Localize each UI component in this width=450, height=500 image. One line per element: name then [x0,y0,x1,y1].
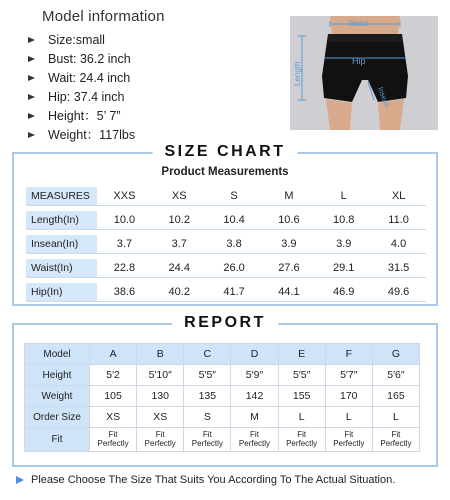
row-label: Fit [25,428,90,452]
fit-word: Fit [155,430,165,439]
size-row-inseam [26,235,426,254]
model-cell: G [372,344,419,365]
size-cell: 3.9 [316,235,371,254]
report-title: REPORT [172,314,278,332]
fit-word: Fit [250,430,259,439]
product-measurements-subtitle: Product Measurements [161,166,289,178]
arrow-bullet-icon [28,75,35,81]
model-info-item [20,88,280,107]
inseam-label: Insean [376,86,390,109]
model-cell: A [90,344,137,365]
row-label: Hip(In) [26,283,97,302]
report-cell: 5′10″ [137,365,184,386]
row-label: Insean(In) [26,235,97,254]
length-label: Length [293,61,302,86]
model-info-item [20,50,280,69]
size-cell: 49.6 [371,283,426,302]
fit-cell [90,428,137,452]
waist-label: Waist [348,19,368,28]
report-cell: 5′5″ [278,365,325,386]
fit-cell [372,428,419,452]
size-row-hip [26,283,426,302]
model-information [20,8,280,145]
arrow-bullet-icon [16,476,24,484]
size-cell: 46.9 [316,283,371,302]
size-cell: 10.0 [97,211,152,230]
size-cell: 10.2 [152,211,207,230]
report-cell: 135 [184,386,231,407]
model-cell: D [231,344,278,365]
model-info-text: Bust: 36.2 inch [48,52,131,66]
model-info-item [20,107,280,126]
footer-text: Please Choose The Size That Suits You According To The Actual Situation. [31,474,396,486]
fit-cell [325,428,372,452]
report-cell: 130 [137,386,184,407]
model-cell: B [137,344,184,365]
fit-word: Fit [108,430,118,439]
report-row-order-size [25,407,420,428]
arrow-bullet-icon [28,56,35,62]
model-info-title: Model information [42,8,165,25]
model-cell: F [325,344,372,365]
report-cell: L [325,407,372,428]
size-header-cell: XXS [97,187,152,206]
model-cell: C [184,344,231,365]
hip-label: Hip [352,56,366,66]
size-cell: 10.4 [207,211,262,230]
size-chart-frame [12,143,438,306]
row-label: Order Size [25,407,90,428]
size-chart-title: SIZE CHART [153,143,298,161]
fit-cell [231,428,278,452]
report-cell: L [278,407,325,428]
size-row-waist [26,259,426,278]
report-frame [12,314,438,467]
fit-cell [137,428,184,452]
report-cell: XS [137,407,184,428]
arrow-bullet-icon [28,37,35,43]
size-cell: 10.6 [261,211,316,230]
report-row-weight [25,386,420,407]
size-header-cell: M [261,187,316,206]
report-cell: 5′6″ [372,365,419,386]
size-header-cell: XS [152,187,207,206]
size-cell: 3.9 [261,235,316,254]
report-cell: 5′7″ [325,365,372,386]
fit-cell [184,428,231,452]
model-info-text: Wait: 24.4 inch [48,71,131,85]
size-cell: 3.8 [207,235,262,254]
model-info-text: Weight：117lbs [48,128,136,142]
perfectly-word: Perfectly [238,438,271,448]
model-info-text: Height：5’ 7” [48,109,121,123]
row-label: Weight [25,386,90,407]
size-cell: 41.7 [207,283,262,302]
report-cell: 142 [231,386,278,407]
model-info-item [20,31,280,50]
size-cell: 26.0 [207,259,262,278]
report-cell: S [184,407,231,428]
row-label: Height [25,365,90,386]
report-cell: 105 [90,386,137,407]
perfectly-word: Perfectly [286,438,318,448]
size-header-cell: S [207,187,262,206]
perfectly-word: Perfectly [333,438,365,448]
size-cell: 38.6 [97,283,152,302]
size-cell: 11.0 [371,211,426,230]
model-info-list [20,31,280,145]
model-cell: E [278,344,325,365]
fit-word: Fit [297,430,307,439]
size-cell: 24.4 [152,259,207,278]
size-chart-table [26,182,426,307]
report-cell: 5′9″ [231,365,278,386]
arrow-bullet-icon [28,132,35,138]
fit-word: Fit [391,430,401,439]
perfectly-word: Perfectly [380,438,412,448]
report-cell: 155 [278,386,325,407]
perfectly-word: Perfectly [97,438,129,448]
fit-word: Fit [344,430,354,439]
arrow-bullet-icon [28,113,35,119]
size-cell: 3.7 [152,235,207,254]
report-cell: M [231,407,278,428]
report-cell: L [372,407,419,428]
measures-header: MEASURES [26,187,97,206]
size-cell: 29.1 [316,259,371,278]
fit-word: Fit [202,430,212,439]
model-info-item [20,69,280,88]
size-header-row [26,187,426,206]
shorts-illustration [290,16,438,130]
size-row-length [26,211,426,230]
report-cell: XS [90,407,137,428]
row-label: Length(In) [26,211,97,230]
report-cell: 5′2 [90,365,137,386]
model-header: Model [25,344,90,365]
report-row-fit [25,428,420,452]
perfectly-word: Perfectly [144,438,176,448]
product-photo [290,16,438,130]
row-label: Waist(In) [26,259,97,278]
size-cell: 44.1 [261,283,316,302]
size-cell: 27.6 [261,259,316,278]
arrow-bullet-icon [28,94,35,100]
size-cell: 4.0 [371,235,426,254]
report-row-height [25,365,420,386]
report-table [24,343,420,452]
report-cell: 165 [372,386,419,407]
model-info-text: Size:small [48,33,105,47]
report-cell: 5′5″ [184,365,231,386]
size-cell: 40.2 [152,283,207,302]
report-cell: 170 [325,386,372,407]
perfectly-word: Perfectly [191,438,223,448]
size-cell: 22.8 [97,259,152,278]
size-cell: 3.7 [97,235,152,254]
report-header-row [25,344,420,365]
size-header-cell: XL [371,187,426,206]
size-header-cell: L [316,187,371,206]
size-cell: 10.8 [316,211,371,230]
footer-note [16,474,446,486]
size-cell: 31.5 [371,259,426,278]
model-info-text: Hip: 37.4 inch [48,90,125,104]
fit-cell [278,428,325,452]
